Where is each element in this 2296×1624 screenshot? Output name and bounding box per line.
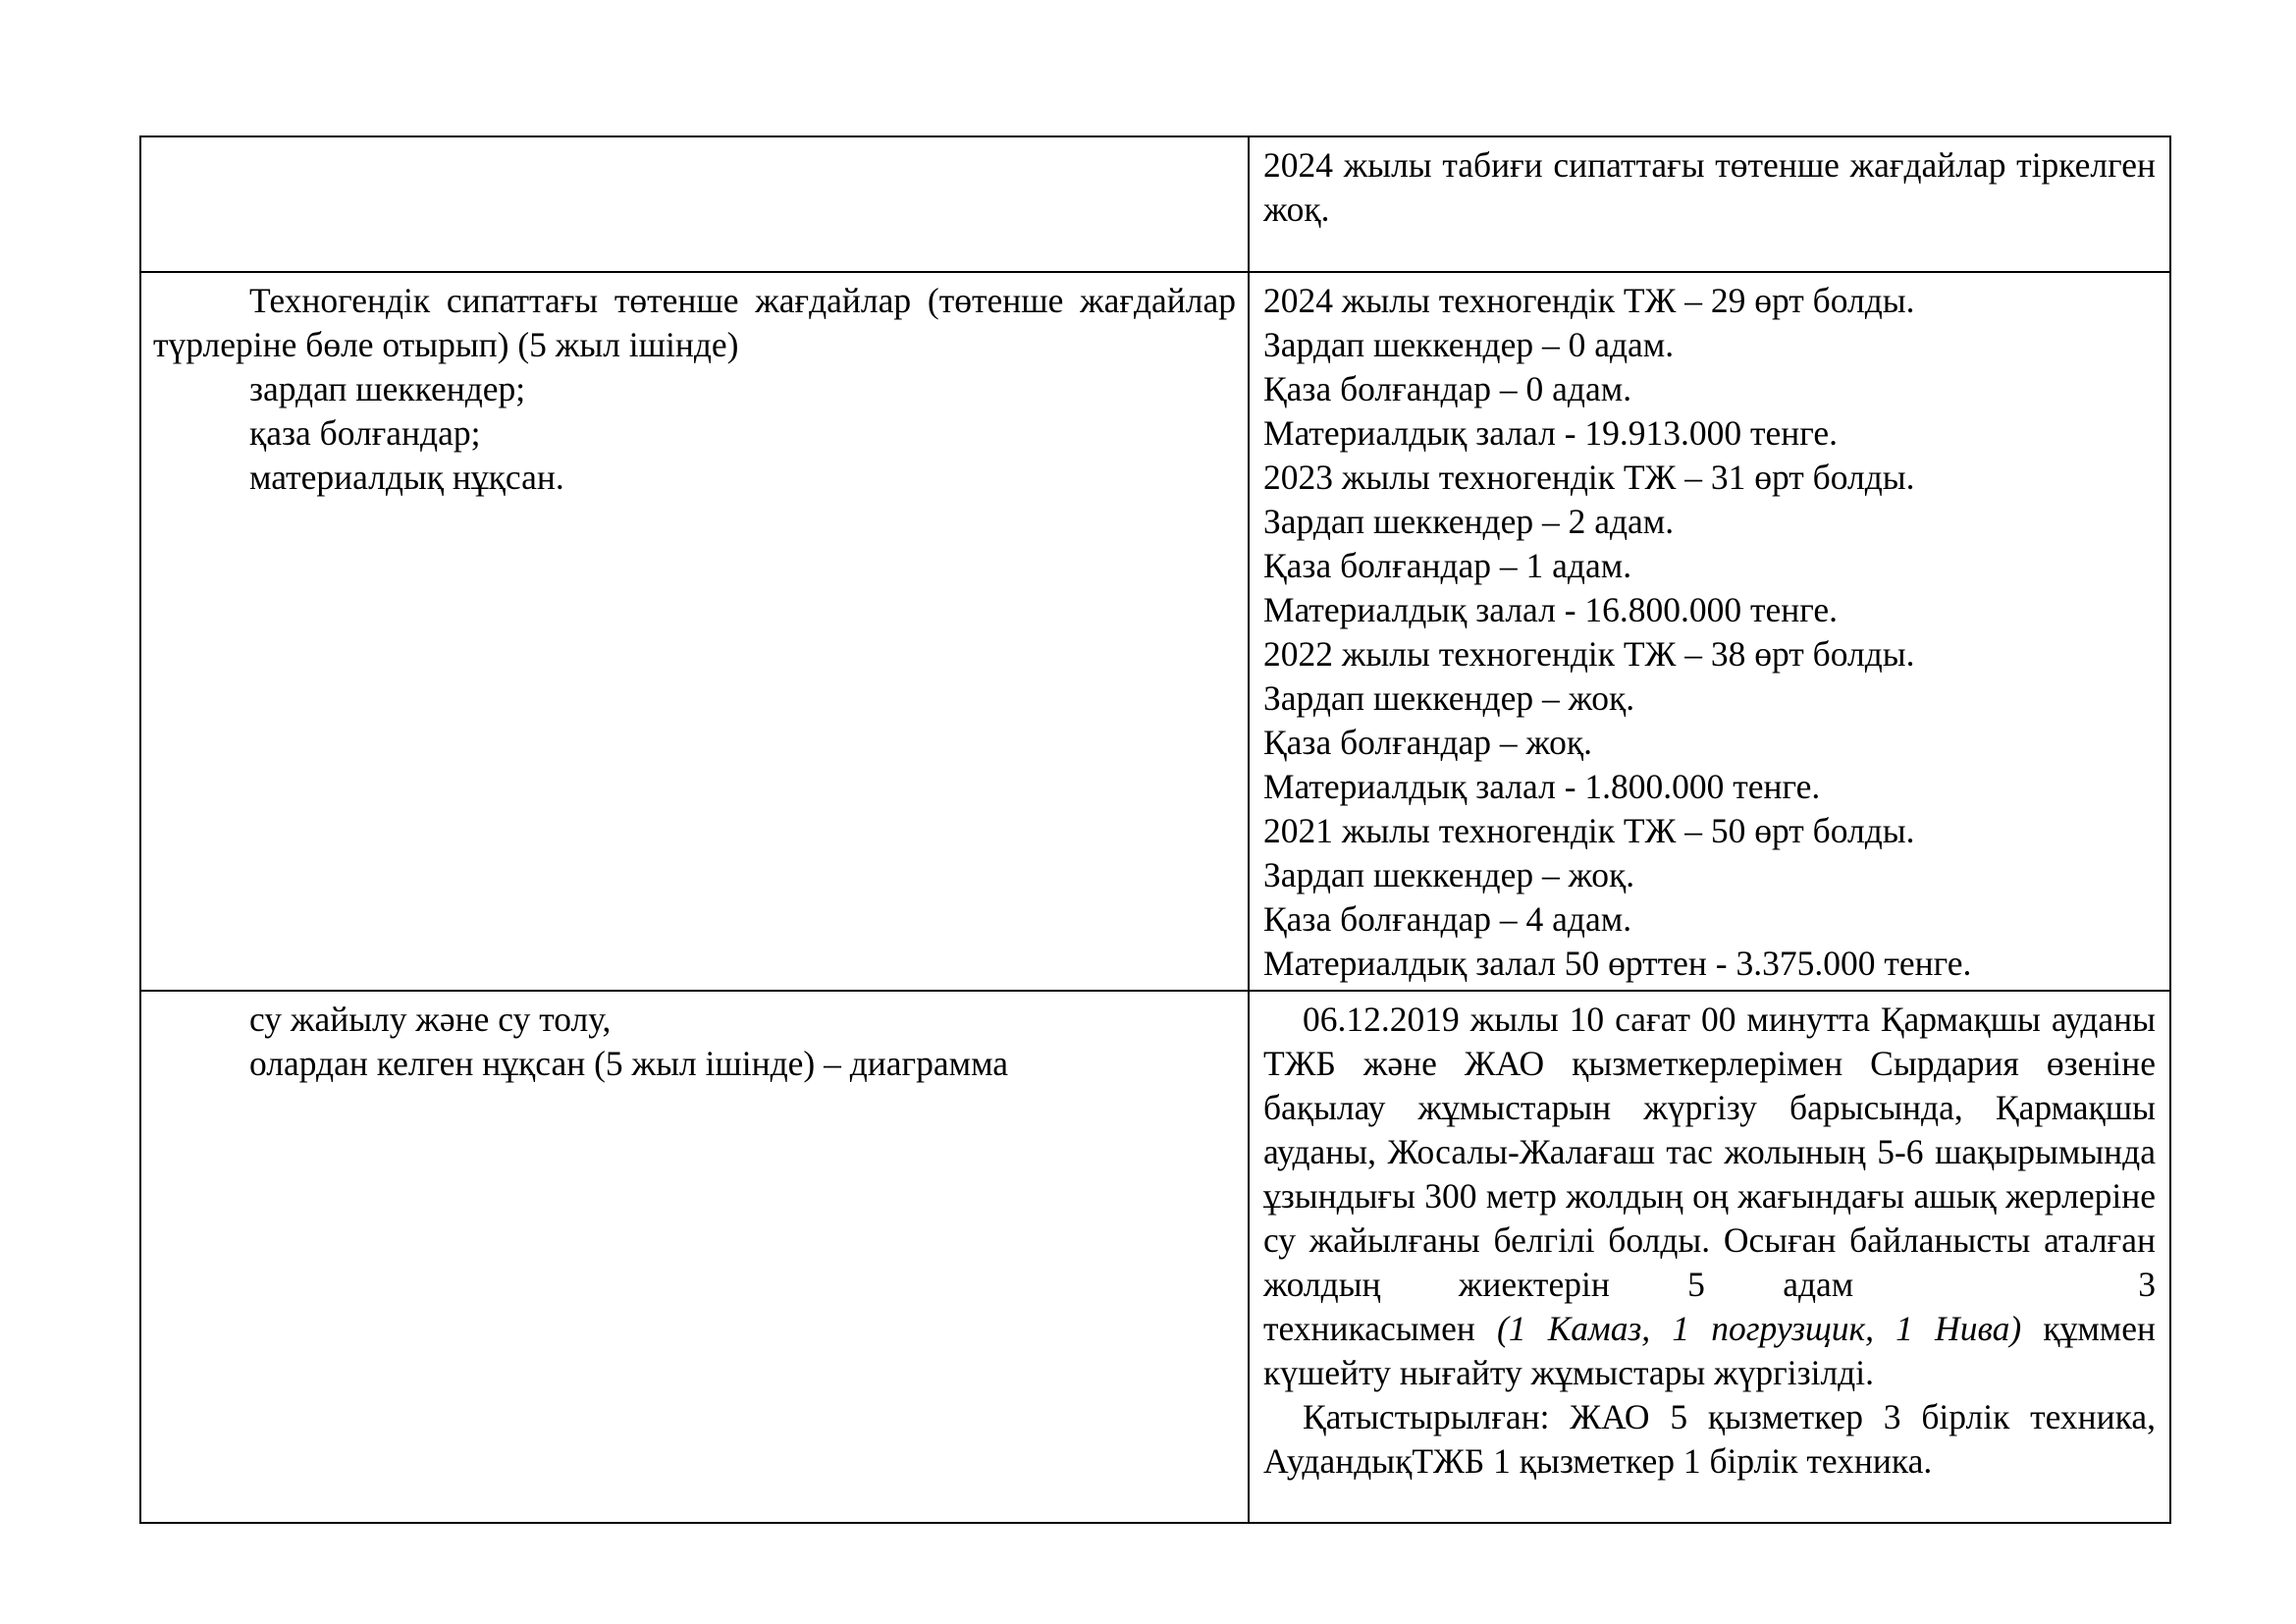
flood-label-cell	[140, 991, 1249, 1523]
stat-line: 2022 жылы техногендік ТЖ – 38 өрт болды.	[1263, 634, 1915, 674]
technogenic-stats-cell	[1249, 272, 2170, 991]
table-row	[140, 136, 2170, 272]
flood-paragraph-equipment: 3 техникасымен	[1263, 1265, 2156, 1348]
empty-left-cell	[140, 136, 1249, 272]
stat-line: 2021 жылы техногендік ТЖ – 50 өрт болды.	[1263, 811, 1915, 850]
stat-line: Зардап шеккендер – 2 адам.	[1263, 502, 1675, 541]
natural-emergency-text: 2024 жылы табиғи сипаттағы төтенше жағдайлар тіркелген жоқ.	[1263, 145, 2156, 229]
stat-line: 2023 жылы техногендік ТЖ – 31 өрт болды.	[1263, 458, 1915, 497]
stat-line: Қаза болғандар – жоқ.	[1263, 723, 1593, 762]
technogenic-heading: Техногендік сипаттағы төтенше жағдайлар (төтенше жағдайлар түрлеріне бөле отырып) (5 жыл ішінде)	[153, 281, 1236, 364]
natural-emergency-cell	[1249, 136, 2170, 272]
stat-line: Қаза болғандар – 4 адам.	[1263, 899, 1632, 939]
stat-line: Зардап шеккендер – 0 адам.	[1263, 325, 1675, 364]
document-table	[139, 135, 2171, 1524]
technogenic-label-cell	[140, 272, 1249, 991]
stat-line: Материалдық залал - 1.800.000 тенге.	[1263, 767, 1821, 806]
stat-line: Материалдық залал 50 өрттен - 3.375.000 тенге.	[1263, 944, 1972, 983]
stat-line: Қаза болғандар – 0 адам.	[1263, 369, 1632, 408]
list-item: олардан келген нұқсан (5 жыл ішінде) – диаграмма	[249, 1044, 1009, 1083]
flood-paragraph-text: 06.12.2019 жылы 10 сағат 00 минутта Қармақшы ауданы ТЖБ және ЖАО қызметкерлерімен Сырдария өзеніне бақылау жұмыстарын жүргізу барысында, Қармақшы ауданы, Жосалы-Жалағаш тас жолының 5-6 шақырымында ұзындығы 300 метр жолдың оң жағындағы ашық жерлеріне су жайылғаны белгілі болды. Осыған байланысты аталған жолдың жиектерін 5 адам	[1263, 1000, 2156, 1304]
stat-line: Қаза болғандар – 1 адам.	[1263, 546, 1632, 585]
list-item: қаза болғандар;	[249, 413, 481, 453]
stat-line: Зардап шеккендер – жоқ.	[1263, 678, 1635, 718]
list-item: зардап шеккендер;	[249, 369, 526, 408]
stat-line: 2024 жылы техногендік ТЖ – 29 өрт болды.	[1263, 281, 1915, 320]
flood-description-cell	[1249, 991, 2170, 1523]
participants-paragraph: Қатыстырылған: ЖАО 5 қызметкер 3 бірлік техника, АудандықТЖБ 1 қызметкер 1 бірлік техника.	[1263, 1397, 2156, 1481]
list-item: материалдық нұқсан.	[249, 458, 564, 497]
table-row	[140, 991, 2170, 1523]
stat-line: Материалдық залал - 19.913.000 тенге.	[1263, 413, 1839, 453]
stat-line: Материалдық залал - 16.800.000 тенге.	[1263, 590, 1839, 629]
flood-paragraph	[1263, 998, 2156, 1395]
stat-line: Зардап шеккендер – жоқ.	[1263, 855, 1635, 894]
table-row	[140, 272, 2170, 991]
flood-paragraph-tail: құммен күшейту нығайту жұмыстары жүргізілді.	[1263, 1309, 2157, 1392]
flood-paragraph-vehicles: (1 Камаз, 1 погрузщик, 1 Нива)	[1497, 1309, 2022, 1348]
list-item: су жайылу және су толу,	[249, 1000, 612, 1039]
